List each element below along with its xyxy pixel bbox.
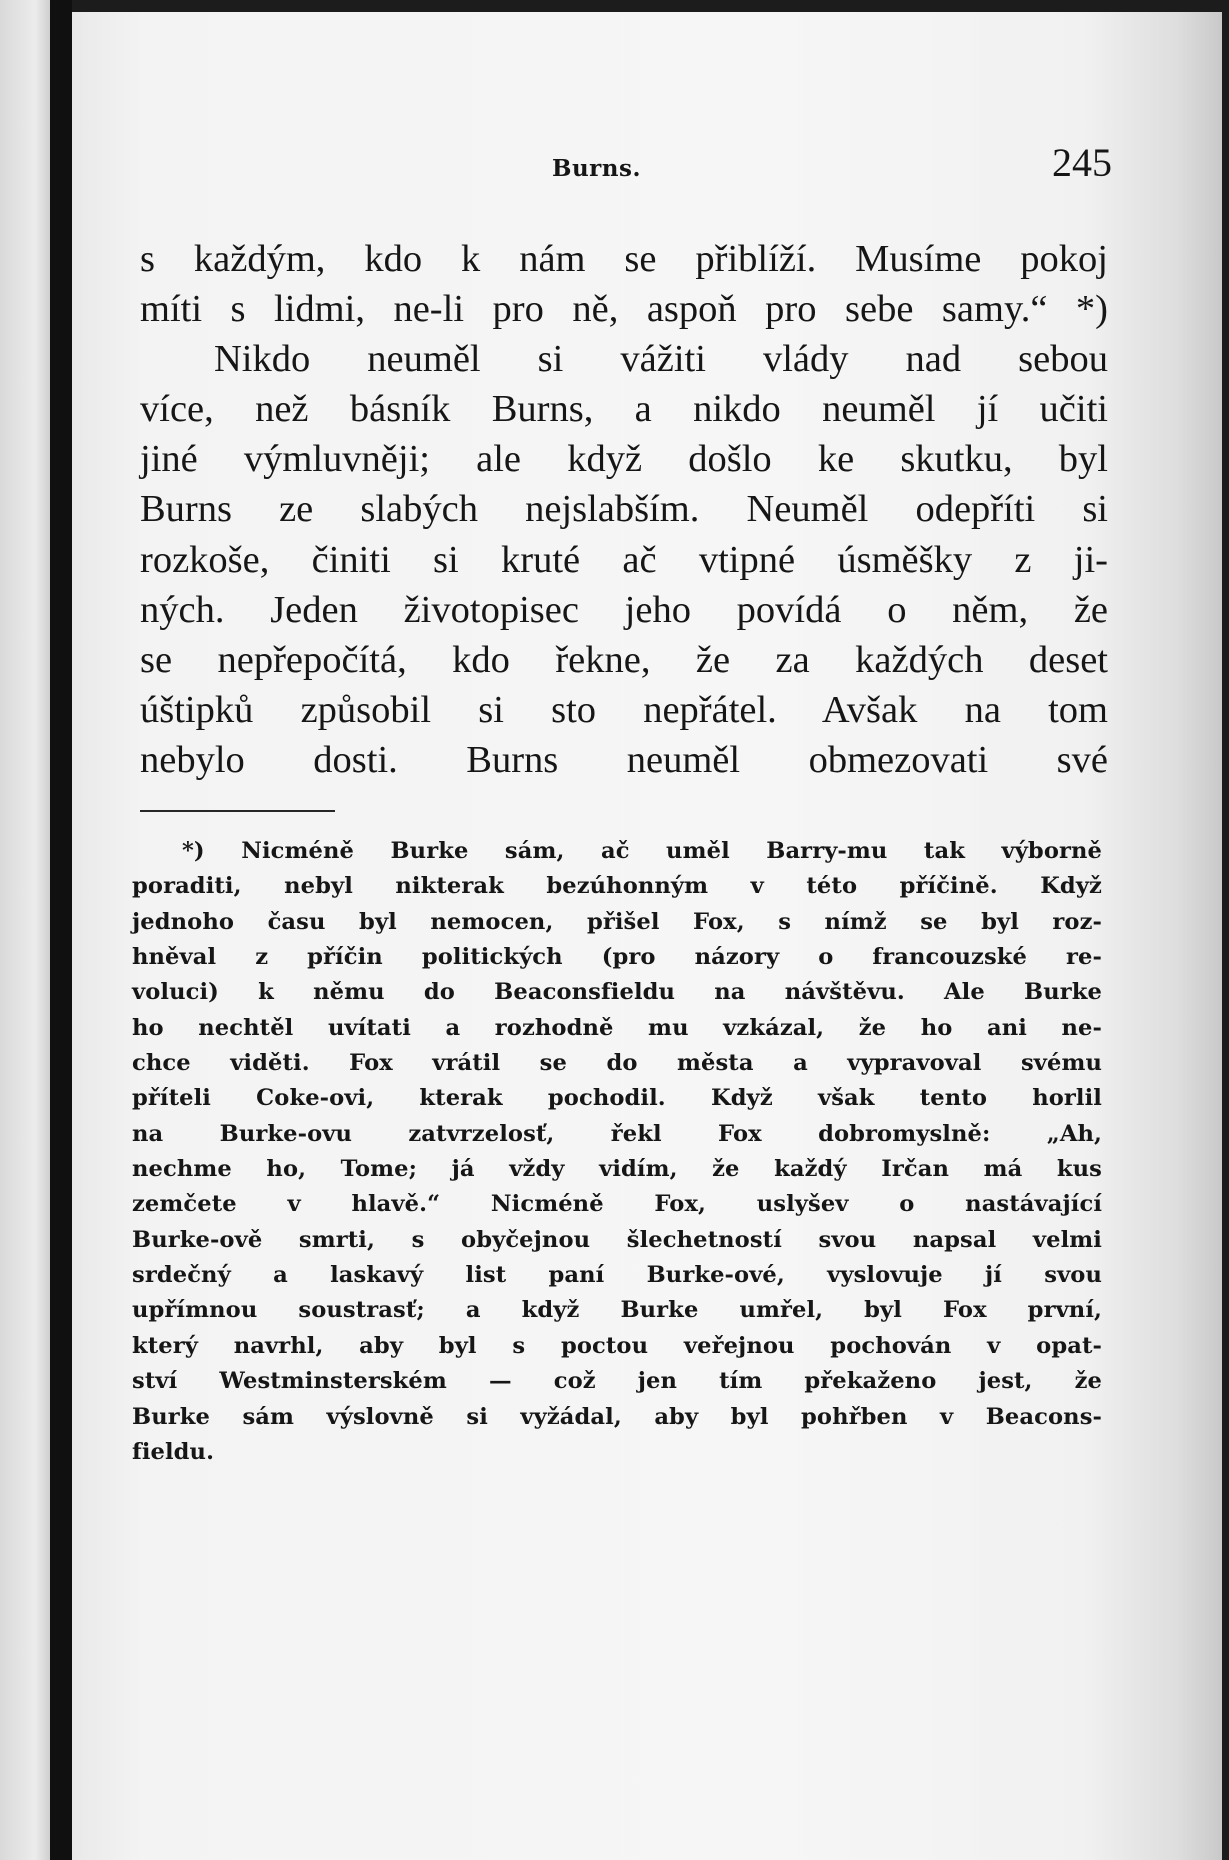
footnote-line: srdečný a laskavý list paní Burke-ové, vyslovuje jí svou	[132, 1262, 1102, 1289]
body-line: s každým, kdo k nám se přiblíží. Musíme pokoj	[140, 238, 1108, 280]
footnote-line: Burke-ově smrti, s obyčejnou šlechetností svou napsal velmi	[132, 1226, 1102, 1253]
footnote-line: poraditi, nebyl nikterak bezúhonným v této příčině. Když	[132, 873, 1102, 900]
body-line: rozkoše, činiti si kruté ač vtipné úsměšky z ji-	[140, 538, 1108, 581]
footnote-line: zemčete v hlavě.“ Nicméně Fox, uslyšev o nastávající	[132, 1191, 1102, 1218]
footnote-line: nechme ho, Tome; já vždy vidím, že každý Irčan má kus	[132, 1156, 1102, 1183]
main-text	[140, 234, 1108, 785]
footnote-separator	[140, 810, 335, 812]
page-number: 245	[1052, 140, 1112, 185]
footnote-line: ství Westminsterském — což jen tím překaženo jest, že	[132, 1368, 1102, 1395]
footnote-line: chce viděti. Fox vrátil se do města a vypravoval svému	[132, 1050, 1102, 1077]
body-line: míti s lidmi, ne-li pro ně, aspoň pro sebe samy.“ *)	[140, 288, 1108, 331]
footnote-line: hněval z příčin politických (pro názory o francouzské re-	[132, 944, 1102, 971]
book-gutter	[50, 0, 72, 1860]
body-line: Burns ze slabých nejslabším. Neuměl odepříti si	[140, 488, 1108, 531]
running-head-title: Burns.	[552, 155, 641, 182]
footnote-line: jednoho času byl nemocen, přišel Fox, s nímž se byl roz-	[132, 908, 1102, 935]
footnote	[132, 834, 1102, 1470]
footnote-line: příteli Coke-ovi, kterak pochodil. Když však tento horlil	[132, 1085, 1102, 1112]
body-line: se nepřepočítá, kdo řekne, že za každých deset	[140, 638, 1108, 681]
footnote-line: *) Nicméně Burke sám, ač uměl Barry-mu tak výborně	[182, 838, 1102, 864]
body-line: nebylo dosti. Burns neuměl obmezovati své	[140, 738, 1108, 781]
footnote-line: upřímnou soustrasť; a když Burke umřel, byl Fox první,	[132, 1297, 1102, 1324]
footnote-line: fieldu.	[132, 1438, 215, 1465]
footnote-line: který navrhl, aby byl s poctou veřejnou pochován v opat-	[132, 1332, 1102, 1359]
body-line: Nikdo neuměl si vážiti vlády nad sebou	[214, 338, 1108, 381]
book-page	[72, 12, 1222, 1860]
footnote-line: ho nechtěl uvítati a rozhodně mu vzkázal, že ho ani ne-	[132, 1014, 1102, 1041]
running-head	[72, 137, 1112, 197]
footnote-line: voluci) k němu do Beaconsfieldu na návštěvu. Ale Burke	[132, 979, 1102, 1006]
previous-page-edge	[0, 0, 50, 1860]
body-line: jiné výmluvněji; ale když došlo ke skutku, byl	[140, 438, 1108, 481]
body-line: ných. Jeden životopisec jeho povídá o něm, že	[140, 588, 1108, 631]
footnote-line: na Burke-ovu zatvrzelosť, řekl Fox dobromyslně: „Ah,	[132, 1120, 1102, 1147]
body-line: více, než básník Burns, a nikdo neuměl jí učiti	[140, 388, 1108, 431]
body-line: úštipků způsobil si sto nepřátel. Avšak na tom	[140, 688, 1108, 731]
footnote-line: Burke sám výslovně si vyžádal, aby byl pohřben v Beacons-	[132, 1403, 1102, 1430]
